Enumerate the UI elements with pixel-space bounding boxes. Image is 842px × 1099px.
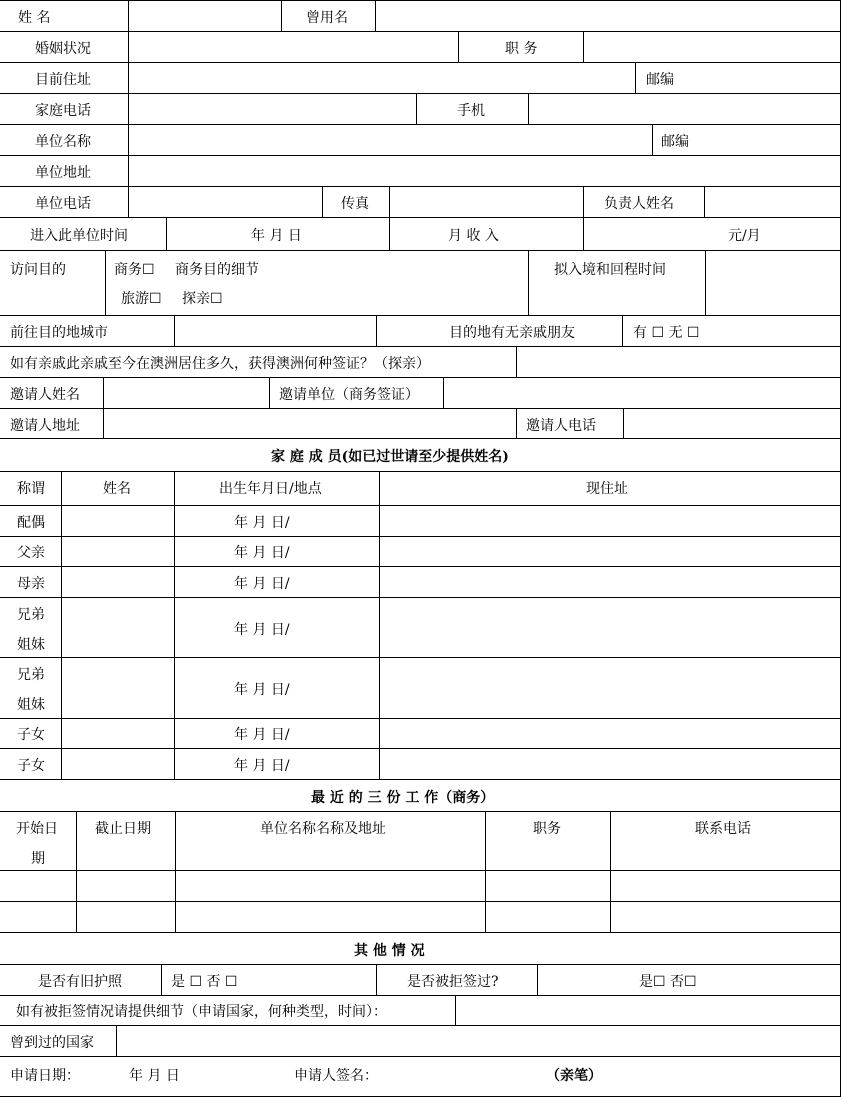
job-start-field[interactable]: [0, 901, 77, 933]
inviter-name-label-cell: [0, 377, 104, 409]
relatives-yes-no[interactable]: 有 ☐ 无 ☐: [633, 325, 700, 341]
job-phone-field[interactable]: [610, 870, 841, 902]
family-birth-field[interactable]: [174, 597, 380, 658]
job-position-field[interactable]: [485, 901, 611, 933]
manager-label-cell: [583, 186, 705, 218]
inviter-company-label: 邀请单位（商务签证）: [279, 387, 419, 403]
mobile-label-cell: [416, 93, 529, 125]
family-relation-label: 父亲: [17, 545, 45, 561]
family-section-title: 家 庭 成 员(如已过世请至少提供姓名): [271, 449, 509, 465]
family-relation-label: 姐妹: [17, 637, 45, 653]
family-header-address: [379, 471, 841, 506]
family-address-field[interactable]: [379, 718, 841, 749]
refusal-details-label-cell: [0, 995, 456, 1026]
income-label-cell: [389, 217, 584, 251]
family-relation-label: 姐妹: [17, 697, 45, 713]
other-section-title: 其 他 情 况: [354, 943, 425, 959]
apply-date-units[interactable]: 年 月 日: [129, 1068, 180, 1084]
inviter-company-field[interactable]: [443, 377, 841, 409]
jobs-header-phone-label: 联系电话: [695, 821, 751, 837]
business-details-label: 商务目的细节: [175, 262, 259, 278]
join-time-label: 进入此单位时间: [30, 228, 128, 244]
job-company-field[interactable]: [175, 870, 486, 902]
company-label: 单位名称: [35, 134, 91, 150]
business-option[interactable]: 商务☐: [114, 262, 155, 278]
purpose-label: 访问目的: [10, 262, 66, 278]
join-date-units: 年 月 日: [251, 228, 302, 244]
family-header-relation-label: 称谓: [17, 481, 45, 497]
signature-field[interactable]: [390, 1065, 540, 1087]
fax-label: 传真: [341, 196, 369, 212]
address-label: 目前住址: [35, 72, 91, 88]
family-name-field[interactable]: [61, 566, 175, 598]
family-relation-label: 兄弟: [17, 667, 45, 683]
name-label: 姓 名: [18, 10, 51, 26]
family-relation-spouse: [0, 505, 62, 537]
family-address-field[interactable]: [379, 566, 841, 598]
income-unit: 元/月: [728, 228, 761, 244]
position-field[interactable]: [583, 31, 841, 63]
relative-answer-field[interactable]: [516, 346, 841, 378]
old-passport-label: 是否有旧护照: [38, 974, 122, 990]
jobs-header-start-label: 开始日: [16, 821, 58, 837]
family-name-field[interactable]: [61, 657, 175, 719]
company-phone-label: 单位电话: [35, 196, 91, 212]
family-address-field[interactable]: [379, 748, 841, 780]
family-date-template: 年 月 日/: [234, 727, 290, 743]
travel-dates-field[interactable]: [705, 250, 841, 316]
company-postcode-label: 邮编: [661, 134, 689, 150]
refusal-details-field[interactable]: [455, 995, 841, 1026]
family-section-title-cell: [0, 438, 841, 472]
inviter-company-label-cell: [269, 377, 444, 409]
relative-question: 如有亲戚此亲戚至今在澳洲居住多久，获得澳洲何种签证？（探亲）: [10, 356, 430, 372]
inviter-name-label: 邀请人姓名: [10, 387, 80, 403]
home-phone-field[interactable]: [128, 93, 417, 125]
former-name-field[interactable]: [375, 0, 841, 32]
family-date-template: 年 月 日/: [234, 515, 290, 531]
purpose-label-cell: [0, 250, 106, 316]
countries-label: 曾到过的国家: [10, 1035, 94, 1051]
refused-options[interactable]: [537, 964, 841, 996]
refused-label-cell: [376, 964, 538, 996]
inviter-address-label: 邀请人地址: [10, 418, 80, 434]
marital-label: 婚姻状况: [35, 41, 91, 57]
company-label-cell: [0, 124, 129, 156]
old-passport-options[interactable]: [161, 964, 377, 996]
inviter-phone-label-cell: [516, 408, 624, 439]
inviter-address-label-cell: [0, 408, 104, 439]
postcode-cell[interactable]: [635, 62, 841, 94]
family-birth-field[interactable]: [174, 657, 380, 719]
signature-label: 申请人签名：: [294, 1068, 378, 1084]
former-name-label: 曾用名: [306, 10, 348, 26]
family-address-field[interactable]: [379, 597, 841, 658]
handwritten-note: （亲笔）: [546, 1068, 602, 1084]
apply-date-label: 申请日期：: [10, 1068, 80, 1084]
inviter-phone-label: 邀请人电话: [526, 418, 596, 434]
company-postcode-cell[interactable]: [652, 124, 841, 156]
family-address-field[interactable]: [379, 536, 841, 567]
fax-label-cell: [322, 186, 390, 218]
jobs-header-position: [485, 811, 611, 871]
jobs-header-start: [0, 811, 77, 871]
family-relation-label: 配偶: [17, 515, 45, 531]
family-name-field[interactable]: [61, 748, 175, 780]
family-header-relation: [0, 471, 62, 506]
job-position-field[interactable]: [485, 870, 611, 902]
family-birth-field[interactable]: [174, 505, 380, 537]
name-field[interactable]: [128, 0, 282, 32]
family-header-birth-label: 出生年月日/地点: [219, 481, 322, 497]
join-time-label-cell: [0, 217, 167, 251]
relatives-label: 目的地有无亲戚朋友: [449, 325, 575, 341]
mobile-label: 手机: [457, 103, 485, 119]
family-header-birth: [174, 471, 380, 506]
family-date-template: 年 月 日/: [234, 576, 290, 592]
old-passport-choices[interactable]: 是 ☐ 否 ☐: [171, 974, 238, 990]
job-end-field[interactable]: [76, 870, 176, 902]
company-field[interactable]: [128, 124, 653, 156]
address-field[interactable]: [128, 62, 636, 94]
travel-dates-label: 拟入境和回程时间: [554, 262, 666, 278]
other-section-title-cell: [0, 932, 841, 965]
family-relation-mother: [0, 566, 62, 598]
income-field[interactable]: [583, 217, 841, 251]
signature-row: [0, 1056, 841, 1097]
destination-label: 前往目的地城市: [10, 325, 108, 341]
refused-choices[interactable]: 是☐ 否☐: [639, 974, 697, 990]
family-address-field[interactable]: [379, 657, 841, 719]
family-address-field[interactable]: [379, 505, 841, 537]
destination-label-cell: [0, 315, 175, 347]
company-phone-label-cell: [0, 186, 129, 218]
inviter-name-field[interactable]: [103, 377, 270, 409]
countries-field[interactable]: [116, 1025, 841, 1057]
job-phone-field[interactable]: [610, 901, 841, 933]
family-relation-sibling: [0, 597, 62, 658]
mobile-field[interactable]: [528, 93, 841, 125]
family-relation-child: [0, 718, 62, 749]
jobs-header-position-label: 职务: [533, 821, 561, 837]
fax-field[interactable]: [389, 186, 584, 218]
jobs-section-title-cell: [0, 779, 841, 812]
family-name-field[interactable]: [61, 718, 175, 749]
family-relation-sibling: [0, 657, 62, 719]
company-address-label: 单位地址: [35, 165, 91, 181]
refused-label: 是否被拒签过?: [407, 974, 499, 990]
family-relation-label: 子女: [17, 758, 45, 774]
family-relation-label: 子女: [17, 727, 45, 743]
former-name-label-cell: [281, 0, 376, 32]
job-end-field[interactable]: [76, 901, 176, 933]
family-header-address-label: 现住址: [586, 481, 628, 497]
countries-label-cell: [0, 1025, 117, 1057]
address-label-cell: [0, 62, 129, 94]
company-phone-field[interactable]: [128, 186, 323, 218]
old-passport-label-cell: [0, 964, 162, 996]
postcode-label: 邮编: [646, 72, 674, 88]
family-date-template: 年 月 日/: [234, 682, 290, 698]
family-name-field[interactable]: [61, 536, 175, 567]
company-address-field[interactable]: [128, 155, 841, 187]
relatives-options[interactable]: [622, 315, 841, 347]
marital-field[interactable]: [128, 31, 459, 63]
family-visit-option[interactable]: 探亲☐: [182, 291, 223, 307]
inviter-address-field[interactable]: [103, 408, 517, 439]
travel-dates-label-cell: [528, 250, 706, 316]
family-date-template: 年 月 日/: [234, 622, 290, 638]
position-label: 职 务: [505, 41, 538, 57]
jobs-header-company: [175, 811, 486, 871]
family-header-name-label: 姓名: [103, 481, 131, 497]
jobs-header-end: [76, 811, 176, 871]
job-start-field[interactable]: [0, 870, 77, 902]
family-relation-child: [0, 748, 62, 780]
home-phone-label-cell: [0, 93, 129, 125]
family-birth-field[interactable]: [174, 718, 380, 749]
family-date-template: 年 月 日/: [234, 758, 290, 774]
family-date-template: 年 月 日/: [234, 545, 290, 561]
family-birth-field[interactable]: [174, 536, 380, 567]
jobs-header-phone: [610, 811, 841, 871]
inviter-phone-field[interactable]: [623, 408, 841, 439]
family-header-name: [61, 471, 175, 506]
purpose-options-cell[interactable]: [105, 250, 529, 316]
position-label-cell: [458, 31, 584, 63]
family-name-field[interactable]: [61, 505, 175, 537]
family-name-field[interactable]: [61, 597, 175, 658]
tourism-option[interactable]: 旅游☐: [121, 291, 162, 307]
job-company-field[interactable]: [175, 901, 486, 933]
relatives-label-cell: [376, 315, 623, 347]
jobs-header-end-label: 截止日期: [95, 821, 151, 837]
name-label-cell: [0, 0, 129, 32]
jobs-header-company-label: 单位名称名称及地址: [260, 821, 386, 837]
manager-label: 负责人姓名: [604, 196, 674, 212]
jobs-header-start-label-cont: 期: [31, 851, 45, 867]
relative-question-cell: [0, 346, 517, 378]
destination-field[interactable]: [174, 315, 377, 347]
home-phone-label: 家庭电话: [35, 103, 91, 119]
company-address-label-cell: [0, 155, 129, 187]
marital-label-cell: [0, 31, 129, 63]
join-date-field[interactable]: [166, 217, 390, 251]
family-relation-father: [0, 536, 62, 567]
family-relation-label: 母亲: [17, 576, 45, 592]
family-birth-field[interactable]: [174, 566, 380, 598]
manager-field[interactable]: [704, 186, 841, 218]
jobs-section-title: 最 近 的 三 份 工 作（商务）: [311, 790, 495, 806]
income-label: 月 收 入: [448, 228, 499, 244]
family-relation-label: 兄弟: [17, 607, 45, 623]
refusal-details-label: 如有被拒签情况请提供细节（申请国家，何种类型，时间）：: [16, 1004, 387, 1020]
family-birth-field[interactable]: [174, 748, 380, 780]
